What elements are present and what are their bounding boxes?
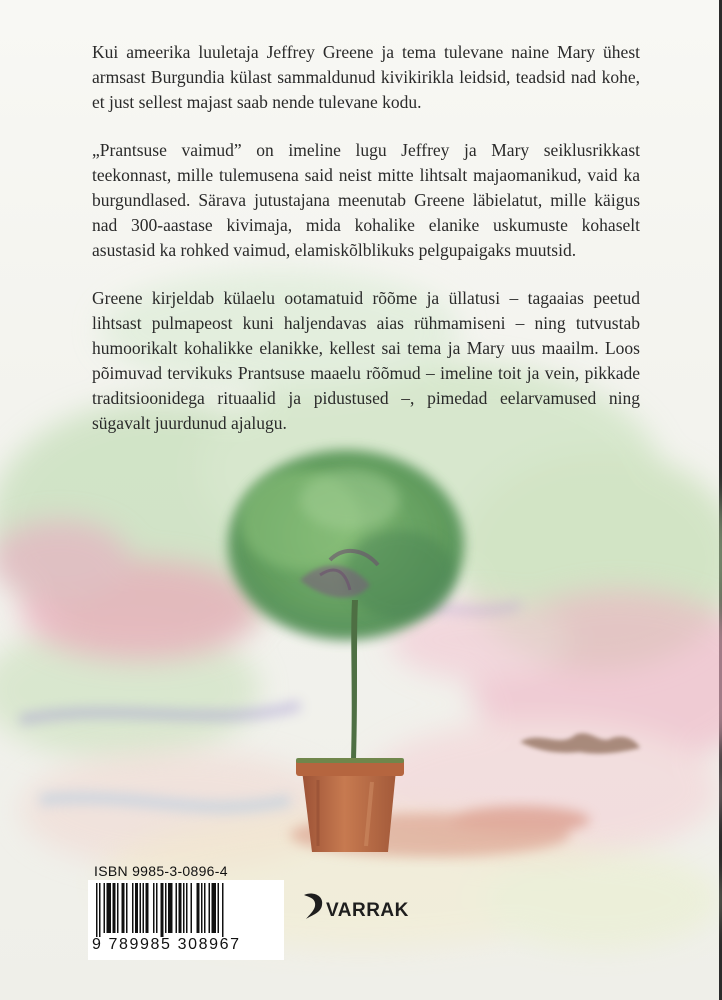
barcode-bar	[209, 883, 211, 933]
barcode-bar	[183, 883, 185, 933]
back-cover-blurb	[92, 40, 640, 459]
barcode-bar	[135, 883, 138, 933]
barcode-bar	[104, 883, 106, 933]
barcode-bar	[99, 883, 101, 937]
publisher-logo-group	[302, 889, 442, 929]
bird-swoosh-icon	[302, 891, 326, 921]
barcode-bar	[222, 883, 224, 937]
barcode-bar	[146, 883, 149, 933]
isbn-label: ISBN 9985-3-0896-4	[94, 863, 228, 879]
barcode-bar	[126, 883, 128, 933]
barcode-bar	[165, 883, 167, 933]
tree-trunk	[351, 600, 358, 760]
tree-crown	[228, 450, 464, 640]
barcode-bar	[218, 883, 220, 933]
blurb-paragraph-1: Kui ameerika luuletaja Jeffrey Greene ja tema tulevane naine Mary ühest armsast Burgundia külast sammaldunud kivikirikla leidsid, teadsid nad kohe, et just sellest majast saab nende tulevane kodu.	[92, 42, 640, 112]
barcode-bar	[161, 883, 164, 937]
barcode-bar	[153, 883, 155, 933]
blurb-paragraph-3: Greene kirjeldab külaelu ootamatuid rõõme ja üllatusi – tagaaias peetud lihtsast pulmapeost kuni haljendavas aias rühmamiseni – ning tutvustab humoorikalt kohalikke elanikke, kellest sai tema ja Mary uus maailm. Loos põimuvad tervikuks Prantsuse maaelu rõõmud – imeline toit ja vein, pikkade traditsioonidega rituaalid ja pidustused –, pimedad eelarvamused ning sügavalt juurdunud ajalugu.	[92, 288, 640, 433]
barcode-bar	[117, 883, 119, 933]
barcode-bar	[122, 883, 125, 933]
barcode-bar	[212, 883, 217, 933]
barcode-bar	[143, 883, 145, 933]
barcode-bar	[113, 883, 116, 933]
blurb-paragraph-2: „Prantsuse vaimud” on imeline lugu Jeffrey ja Mary seiklusrikkast teekonnast, mille tulemusena said neist mitte lihtsalt majaomanikud, vaid ka burgundlased. Särava jutustajana meenutab Greene läbielatut, mille käigus nad 300-aastase kivimaja, mida kohalike elanike uskumuste kohaselt asustasid ka rohked vaimud, elamiskõlblikuks pelgupaigaks muutsid.	[92, 140, 640, 260]
publisher-name: VARRAK	[326, 900, 409, 921]
barcode-bar	[176, 883, 178, 933]
barcode-bar	[156, 883, 158, 933]
barcode-bar	[140, 883, 142, 933]
barcode-digits: 9 789985 308967	[92, 936, 241, 953]
barcode-bar	[191, 883, 193, 933]
flower-pot	[296, 758, 404, 852]
barcode-bar	[186, 883, 188, 933]
barcode	[88, 880, 284, 960]
barcode-bar	[197, 883, 200, 933]
barcode-bar	[107, 883, 112, 933]
barcode-bars	[96, 883, 276, 937]
barcode-bar	[204, 883, 206, 933]
barcode-bar	[201, 883, 203, 933]
barcode-bar	[96, 883, 98, 937]
barcode-bar	[132, 883, 134, 933]
barcode-bar	[168, 883, 173, 933]
barcode-bar	[179, 883, 182, 933]
